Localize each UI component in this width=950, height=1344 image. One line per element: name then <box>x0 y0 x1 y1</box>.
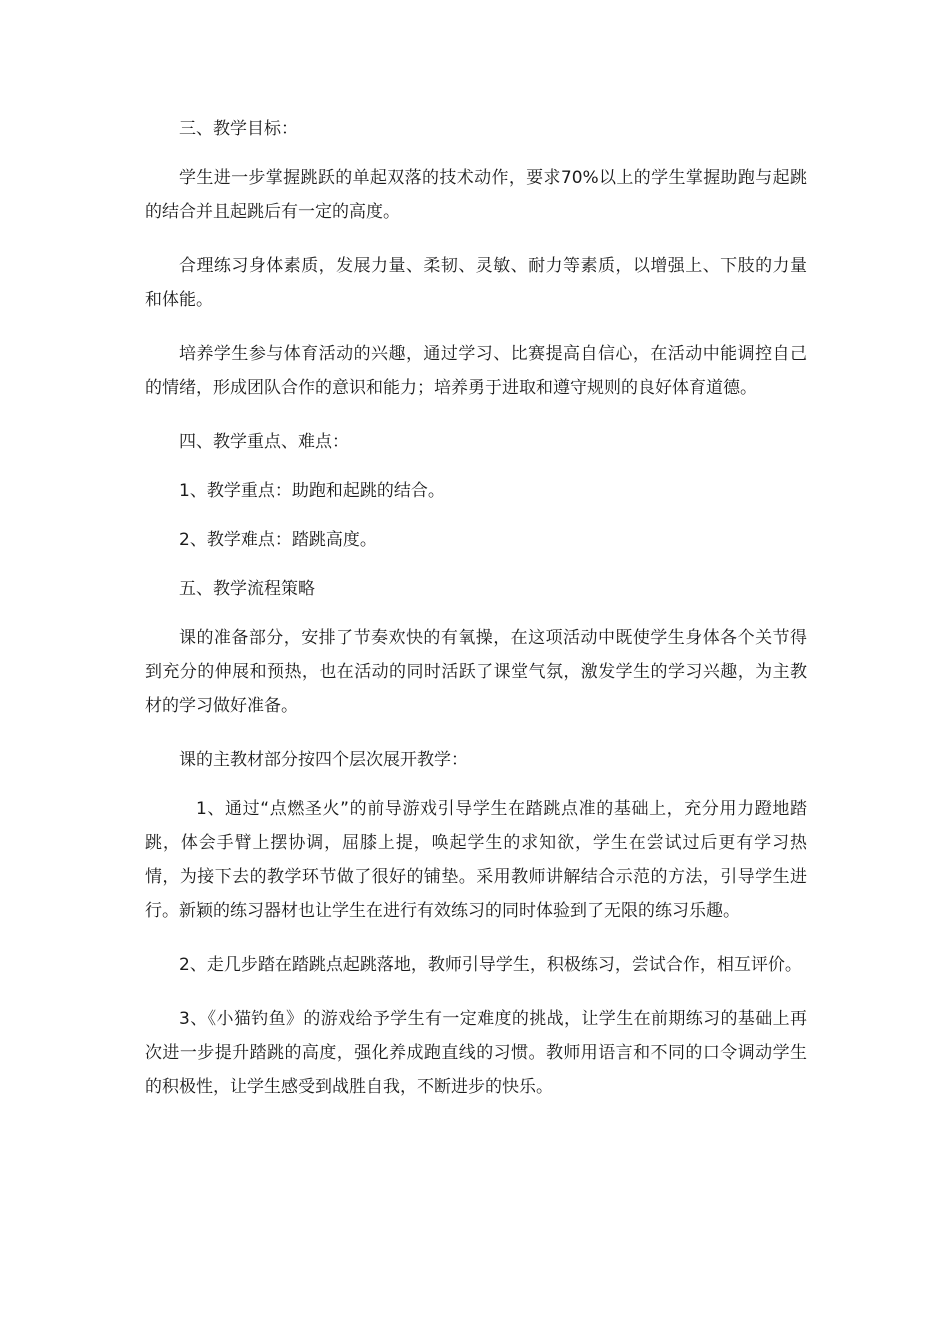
paragraph-goal-skill: 学生进一步掌握跳跃的单起双落的技术动作，要求70%以上的学生掌握助跑与起跳的结合并且起跳后有一定的高度。 <box>145 168 807 222</box>
paragraph-key-point: 1、教学重点：助跑和起跳的结合。 <box>179 481 445 501</box>
section-heading-teaching-goals: 三、教学目标： <box>179 119 298 139</box>
section-heading-key-points: 四、教学重点、难点： <box>179 432 349 452</box>
paragraph-difficult-point: 2、教学难点：踏跳高度。 <box>179 530 377 550</box>
paragraph-level-1: 1、通过“点燃圣火”的前导游戏引导学生在踏跳点准的基础上，充分用力蹬地踏跳，体会手臂上摆协调，屈膝上提，唤起学生的求知欲，学生在尝试过后更有学习热情，为接下去的教学环节做了很好的铺垫。采用教师讲解结合示范的方法，引导学生进行。新颖的练习器材也让学生在进行有效练习的同时体验到了无限的练习乐趣。 <box>145 799 807 921</box>
paragraph-goal-interest: 培养学生参与体育活动的兴趣，通过学习、比赛提高自信心，在活动中能调控自己的情绪，形成团队合作的意识和能力；培养勇于进取和遵守规则的良好体育道德。 <box>145 344 807 398</box>
paragraph-warmup: 课的准备部分，安排了节奏欢快的有氧操，在这项活动中既使学生身体各个关节得到充分的伸展和预热，也在活动的同时活跃了课堂气氛，激发学生的学习兴趣，为主教材的学习做好准备。 <box>145 628 807 716</box>
paragraph-main-intro: 课的主教材部分按四个层次展开教学： <box>179 750 468 770</box>
paragraph-level-3: 3、《小猫钓鱼》的游戏给予学生有一定难度的挑战，让学生在前期练习的基础上再次进一步提升踏跳的高度，强化养成跑直线的习惯。教师用语言和不同的口令调动学生的积极性，让学生感受到战胜自我，不断进步的快乐。 <box>145 1009 807 1097</box>
paragraph-goal-fitness: 合理练习身体素质，发展力量、柔韧、灵敏、耐力等素质，以增强上、下肢的力量和体能。 <box>145 256 807 310</box>
section-heading-process: 五、教学流程策略 <box>179 579 315 599</box>
paragraph-level-2: 2、走几步踏在踏跳点起跳落地，教师引导学生，积极练习，尝试合作，相互评价。 <box>179 955 802 975</box>
document-body <box>145 112 807 1124</box>
